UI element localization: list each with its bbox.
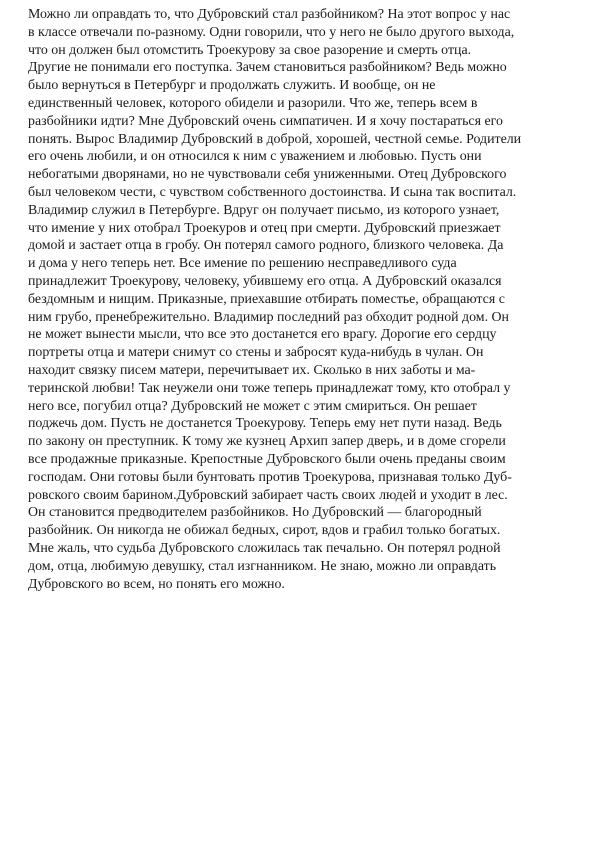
text-line: не может вынести мысли, что все это достанется его врагу. Дорогие его сердцу <box>28 327 497 343</box>
text-line: господам. Они готовы были бунтовать против Троекурова, признавая только Дуб- <box>28 469 512 485</box>
text-line: разбойник. Он никогда не обижал бедных, сирот, вдов и грабил только богатых. <box>28 523 501 539</box>
text-line: теринской любви! Так неужели они тоже теперь принадлежат тому, кто отобрал у <box>28 380 511 396</box>
text-line: Другие не понимали его поступка. Зачем становиться разбойником? Ведь можно <box>28 60 507 76</box>
text-line: его очень любили, и он относился к ним с уважением и любовью. Пусть они <box>28 149 482 165</box>
text-line: был человеком чести, с чувством собственного достоинства. И сына так воспитал. <box>28 184 517 200</box>
text-line: что имение у них отобрал Троекуров и отец при смерти. Дубровский приезжает <box>28 220 501 236</box>
text-line: Владимир служил в Петербурге. Вдруг он получает письмо, из которого узнает, <box>28 202 500 218</box>
essay-text <box>28 6 584 593</box>
text-line: домой и застает отца в гробу. Он потерял самого родного, близкого человека. Да <box>28 238 504 254</box>
text-line: принадлежит Троекурову, человеку, убившему его отца. А Дубровский оказался <box>28 273 502 289</box>
text-line: ровского своим барином.Дубровский забирает часть своих людей и уходит в лес. <box>28 487 508 503</box>
text-line: единственный человек, которого обидели и разорили. Что же, теперь всем в <box>28 95 478 111</box>
text-line: по закону он преступник. К тому же кузнец Архип запер дверь, и в доме сгорели <box>28 434 506 450</box>
text-line: Дубровского во всем, но понять его можно. <box>28 576 285 592</box>
text-line: небогатыми дворянами, но не чувствовали себя униженными. Отец Дубровского <box>28 167 507 183</box>
text-line: что он должен был отомстить Троекурову за свое разорение и смерть отца. <box>28 42 472 58</box>
text-line: было вернуться в Петербург и продолжать служить. И вообще, он не <box>28 78 436 94</box>
text-line: портреты отца и матери снимут со стены и забросят куда-нибудь в чулан. Он <box>28 345 484 361</box>
text-line: все продажные приказные. Крепостные Дубровского были очень преданы своим <box>28 451 506 467</box>
text-line: Можно ли оправдать то, что Дубровский стал разбойником? На этот вопрос у нас <box>28 7 511 22</box>
text-line: понять. Вырос Владимир Дубровский в доброй, хорошей, честной семье. Родители <box>28 131 522 147</box>
text-line: Мне жаль, что судьба Дубровского сложилась так печально. Он потерял родной <box>28 540 501 556</box>
text-line: и дома у него теперь нет. Все имение по решению несправедливого суда <box>28 256 457 272</box>
text-line: него все, погубил отца? Дубровский не может с этим смириться. Он решает <box>28 398 477 414</box>
text-line: в классе отвечали по-разному. Одни говорили, что у него не было другого выхода, <box>28 24 515 40</box>
text-line: Он становится предводителем разбойников. Но Дубровский — благородный <box>28 505 482 521</box>
text-line: находит связку писем матери, перечитывает их. Сколько в них заботы и ма- <box>28 362 476 378</box>
text-line: ним грубо, пренебрежительно. Владимир последний раз обходит родной дом. Он <box>28 309 509 325</box>
text-line: поджечь дом. Пусть не достанется Троекурову. Теперь ему нет пути назад. Ведь <box>28 416 502 432</box>
text-line: разбойники идти? Мне Дубровский очень симпатичен. И я хочу постараться его <box>28 113 503 129</box>
text-line: бездомным и нищим. Приказные, приехавшие отбирать поместье, обращаются с <box>28 291 505 307</box>
text-line: дом, отца, любимую девушку, стал изгнанником. Не знаю, можно ли оправдать <box>28 558 497 574</box>
